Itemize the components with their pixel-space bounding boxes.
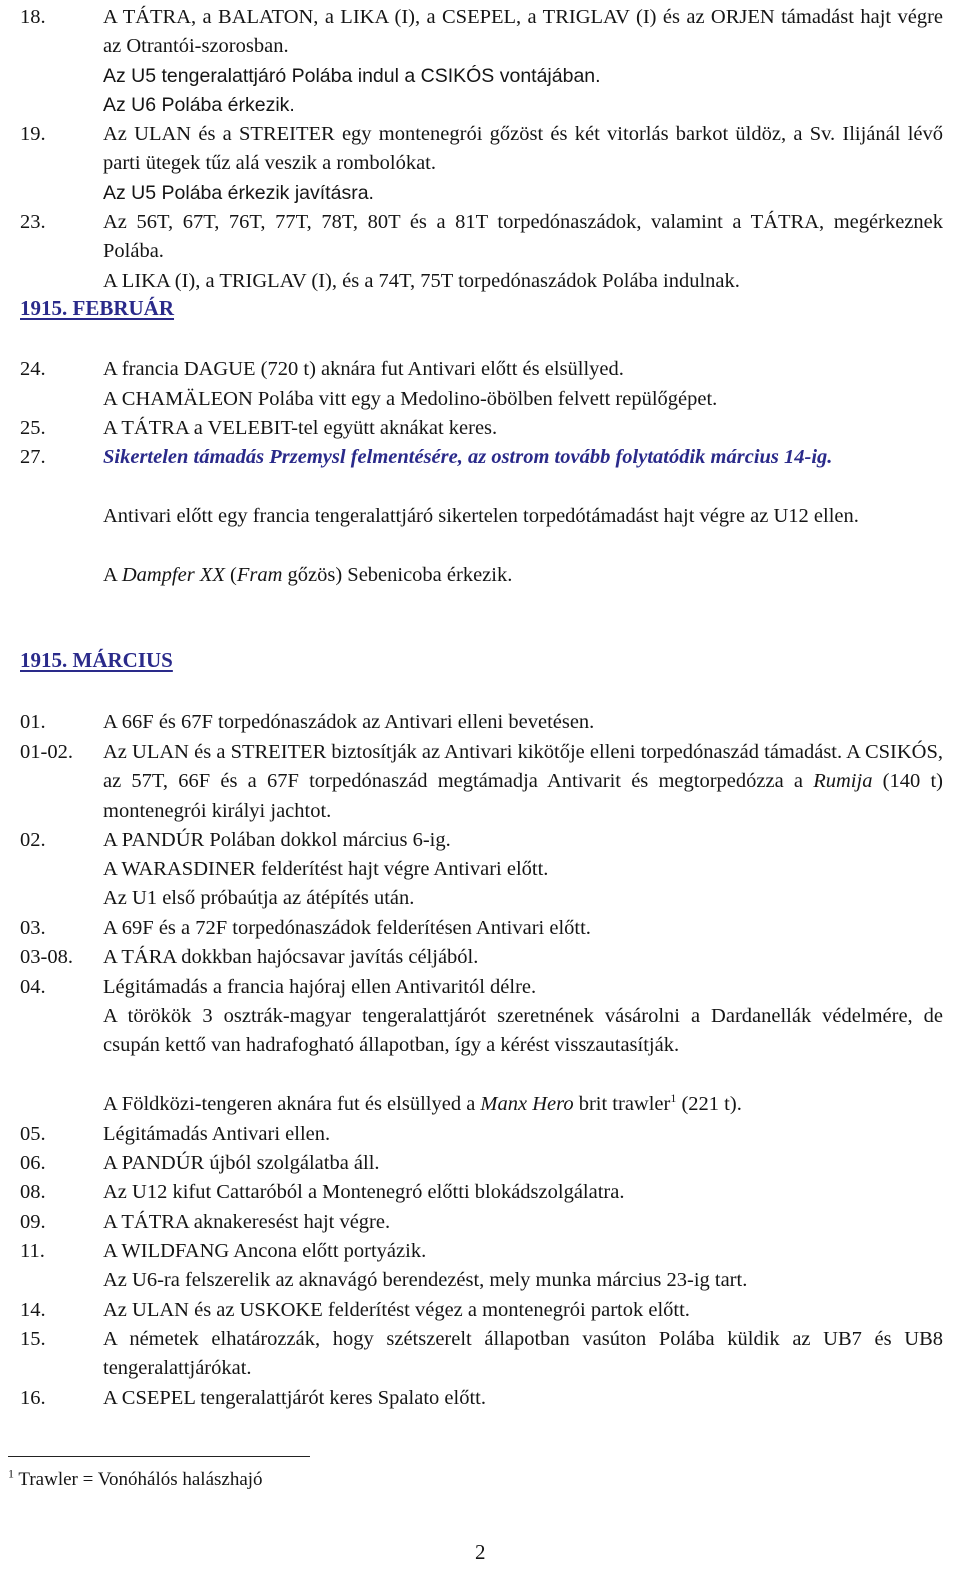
text-segment: A [103,564,122,586]
entry-text: Légitámadás a francia hajóraj ellen Antivaritól délre. [103,976,537,998]
footnote-separator [8,1456,310,1457]
entry-date: 05. [20,1123,46,1145]
entry-text: Az 56T, 67T, 76T, 77T, 78T, 80T és a 81T torpedónaszádok, valamint a TÁTRA, megérkeznek Polába. [103,211,943,263]
entry-mar-11 [0,1237,960,1266]
entry-text: A CHAMÄLEON Polába vitt egy a Medolino-öbölben felvett repülőgépet. [103,388,718,410]
entry-mar-02-u1 [0,884,960,913]
entry-23 [0,208,960,267]
entry-mar-03-08 [0,943,960,972]
entry-text [103,561,943,590]
entry-text: Az U5 Polába érkezik javításra. [103,182,374,204]
entry-mar-01-02 [0,738,960,826]
entry-text: Az U6 Polába érkezik. [103,94,295,116]
entry-date: 16. [20,1387,46,1409]
entry-mar-09 [0,1208,960,1237]
ship-name: Manx Hero [480,1093,574,1115]
entry-date: 15. [20,1328,46,1350]
ship-name: Rumija [813,770,873,793]
entry-text: Az ULAN és az USKOKE felderítést végez a montenegrói partok előtt. [103,1299,690,1321]
entry-24 [0,355,960,384]
text-segment: gőzös) Sebenicoba érkezik. [282,564,513,586]
entry-23-lika [0,267,960,296]
entry-18 [0,3,960,62]
entry-mar-16 [0,1384,960,1413]
footnote-text: Trawler = Vonóhálós halászhajó [14,1469,263,1490]
entry-text: A TÁTRA a VELEBIT-tel együtt aknákat keres. [103,417,498,439]
entry-text: A PANDÚR Polában dokkol március 6-ig. [103,829,451,851]
entry-date: 19. [20,123,46,145]
entry-date: 27. [20,446,46,468]
text-segment: (140 t) montenegrói királyi jachtot. [103,770,943,822]
entry-18-u5 [0,62,960,91]
entry-27-dampfer [0,561,960,590]
footnote-marker: 1 [670,1091,677,1106]
entry-text: Antivari előtt egy francia tengeralattjáró sikertelen torpedótámadást hajt végre az U12 ellen. [103,505,859,527]
entry-text: A WARASDINER felderítést hajt végre Antivari előtt. [103,858,549,880]
ship-name: Fram [236,564,283,586]
entry-text: A TÁTRA aknakeresést hajt végre. [103,1211,391,1233]
month-heading-february: 1915. FEBRUÁR [20,296,175,320]
entry-date: 04. [20,976,46,998]
text-segment: Az ULAN és a STREITER biztosítják az Antivari kikötője elleni torpedónaszád támadást. A CSIKÓS, az 57T, 66F és a 67F torpedónaszád megtámadja Antivarit és megtorpedózza a [103,741,943,793]
entry-text [103,1090,943,1119]
entry-mar-06 [0,1149,960,1178]
entry-25 [0,414,960,443]
text-segment: brit trawler [573,1093,671,1115]
entry-text: Az U1 első próbaútja az átépítés után. [103,887,415,909]
entry-text-highlight: Sikertelen támadás Przemysl felmentésére, az ostrom tovább folytatódik március 14-ig. [103,446,833,468]
entry-mar-05 [0,1120,960,1149]
text-segment: A Földközi-tengeren aknára fut és elsüllyed a [103,1093,481,1115]
entry-mar-15 [0,1325,960,1384]
entry-text: Az U12 kifut Cattaróból a Montenegró előtti blokádszolgálatra. [103,1181,625,1203]
footnote-marker: 1 [8,1466,14,1481]
entry-date: 06. [20,1152,46,1174]
entry-date: 03. [20,917,46,939]
entry-text: A WILDFANG Ancona előtt portyázik. [103,1240,427,1262]
entry-mar-02 [0,826,960,855]
entry-mar-02-warasdiner [0,855,960,884]
entry-date: 24. [20,358,46,380]
entry-mar-14 [0,1296,960,1325]
entry-date: 18. [20,6,46,28]
entry-date: 01. [20,711,46,733]
page-number: 2 [475,1540,486,1564]
entry-27-antivari [0,502,960,531]
ship-name: Dampfer XX [121,564,225,586]
entry-date: 01-02. [20,741,73,763]
entry-text: Az U6-ra felszerelik az aknavágó berendezést, mely munka március 23-ig tart. [103,1269,748,1291]
entry-text: A 66F és 67F torpedónaszádok az Antivari elleni bevetésen. [103,711,595,733]
entry-mar-04-torok [0,1002,960,1061]
entry-date: 23. [20,211,46,233]
entry-text: A TÁRA dokkban hajócsavar javítás céljából. [103,946,479,968]
month-heading-march: 1915. MÁRCIUS [20,648,173,672]
entry-mar-01 [0,708,960,737]
entry-18-u6 [0,91,960,120]
entry-text [103,738,943,826]
entry-date: 08. [20,1181,46,1203]
entry-mar-11-u6 [0,1266,960,1295]
entry-text: Az U5 tengeralattjáró Polába indul a CSIKÓS vontájában. [103,65,601,87]
entry-date: 03-08. [20,946,73,968]
entry-date: 14. [20,1299,46,1321]
entry-text: Az ULAN és a STREITER egy montenegrói gőzöst és két vitorlás barkot üldöz, a Sv. Ilijánál lévő parti ütegek tűz alá veszik a rombolókat. [103,123,943,175]
entry-date: 25. [20,417,46,439]
entry-text: A TÁTRA, a BALATON, a LIKA (I), a CSEPEL, a TRIGLAV (I) és az ORJEN támadást hajt végre az Otrantói-szorosban. [103,6,943,58]
entry-text: A németek elhatározzák, hogy szétszerelt állapotban vasúton Polába küldik az UB7 és UB8 tengeralattjárókat. [103,1328,943,1380]
entry-mar-04 [0,973,960,1002]
entry-text: A törökök 3 osztrák-magyar tengeralattjárót szeretnének vásárolni a Dardanellák védelmére, de csupán kettő van hadrafogható állapotban, így a kérést visszautasítják. [103,1005,943,1057]
text-segment: ( [224,564,237,586]
entry-text: A 69F és a 72F torpedónaszádok felderítésen Antivari előtt. [103,917,591,939]
entry-date: 02. [20,829,46,851]
entry-text: Légitámadás Antivari ellen. [103,1123,331,1145]
entry-19-u5 [0,179,960,208]
entry-text: A PANDÚR újból szolgálatba áll. [103,1152,380,1174]
entry-text: A francia DAGUE (720 t) aknára fut Antivari előtt és elsüllyed. [103,358,624,380]
entry-24-chamaeleon [0,385,960,414]
entry-mar-08 [0,1178,960,1207]
entry-date: 09. [20,1211,46,1233]
entry-mar-03 [0,914,960,943]
entry-mar-04-manx [0,1090,960,1119]
text-segment: (221 t). [676,1093,742,1115]
entry-19 [0,120,960,179]
entry-date: 11. [20,1240,45,1262]
entry-text: A CSEPEL tengeralattjárót keres Spalato előtt. [103,1387,486,1409]
entry-27 [0,443,960,472]
entry-text: A LIKA (I), a TRIGLAV (I), és a 74T, 75T torpedónaszádok Polába indulnak. [103,270,740,292]
footnote [8,1467,263,1493]
